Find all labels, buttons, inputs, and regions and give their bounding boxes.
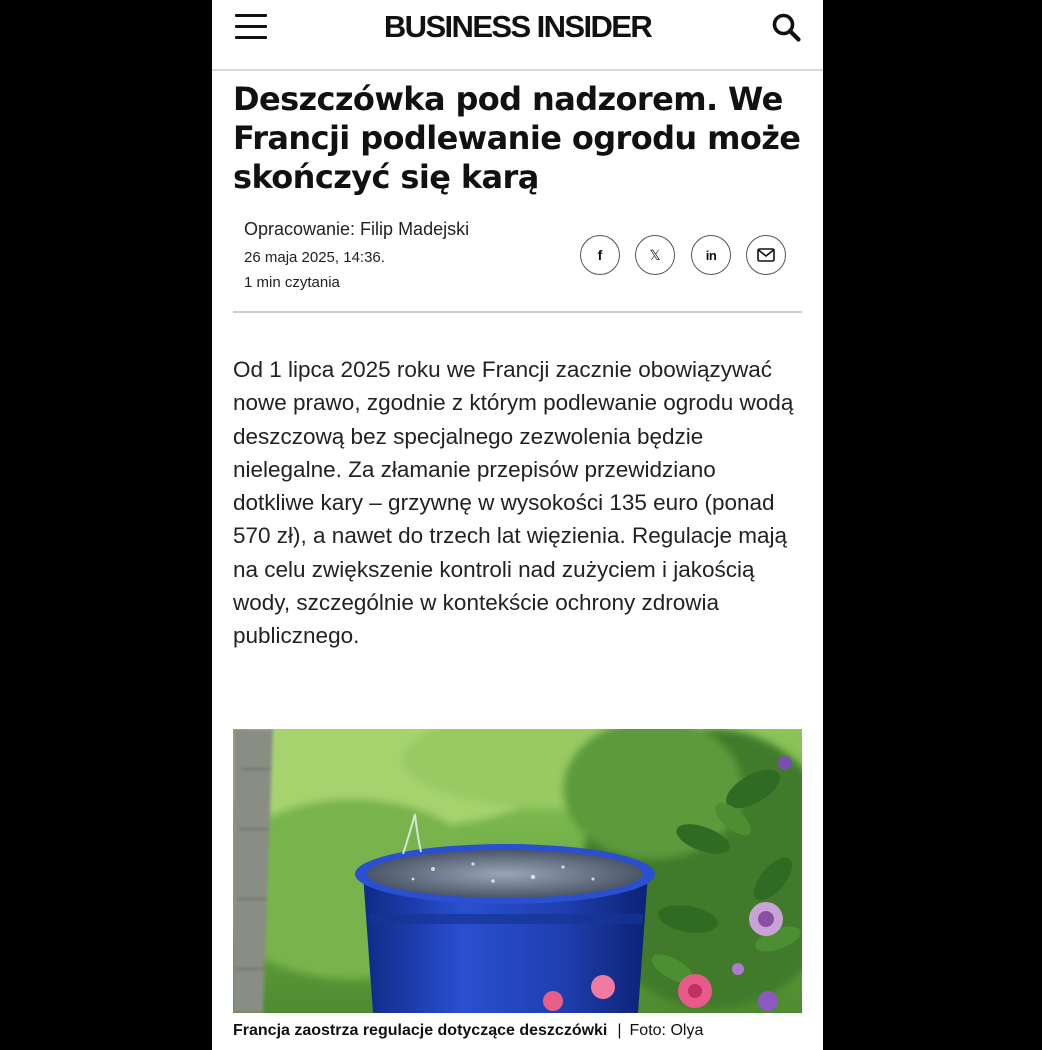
share-linkedin-button[interactable] bbox=[691, 235, 731, 275]
caption-separator: | bbox=[617, 1022, 622, 1039]
article-date: 26 maja 2025, 14:36. bbox=[244, 249, 385, 266]
facebook-icon: f bbox=[597, 247, 603, 263]
article-photo[interactable] bbox=[233, 729, 802, 1013]
linkedin-icon: in bbox=[705, 247, 717, 263]
brand-logo[interactable]: BUSINESS INSIDER bbox=[383, 9, 652, 44]
share-x-button[interactable] bbox=[635, 235, 675, 275]
share-facebook-button[interactable] bbox=[580, 235, 620, 275]
photo-caption bbox=[233, 1022, 813, 1040]
phone-viewport bbox=[212, 0, 823, 1050]
envelope-icon bbox=[757, 248, 775, 262]
share-email-button[interactable] bbox=[746, 235, 786, 275]
article-lead: Od 1 lipca 2025 roku we Francji zacznie obowiązywać nowe prawo, zgodnie z którym podlewanie ogrodu wodą deszczową bez specjalnego zezwolenia będzie nielegalne. Za złamanie przepisów przewidziano dotkliwe kary – grzywnę w wysokości 135 euro (ponad 570 zł), a nawet do trzech lat więzienia. Regulacje mają na celu zwiększenie kontroli nad zużyciem i jakością wody, szczególnie w kontekście ochrony zdrowia publicznego. bbox=[233, 357, 794, 649]
site-header bbox=[212, 0, 823, 71]
article-read-time: 1 min czytania bbox=[244, 274, 340, 291]
article-title: Deszczówka pod nadzorem. We Francji podlewanie ogrodu może skończyć się karą bbox=[233, 80, 801, 196]
article-author: Opracowanie: Filip Madejski bbox=[244, 219, 470, 239]
rain-barrel-photo bbox=[233, 729, 802, 1013]
meta-divider bbox=[233, 311, 802, 313]
search-icon[interactable] bbox=[770, 11, 804, 45]
photo-credit: Foto: Olya bbox=[629, 1022, 704, 1039]
x-icon: 𝕏 bbox=[649, 246, 661, 263]
photo-caption-text: Francja zaostrza regulacje dotyczące deszczówki bbox=[233, 1022, 608, 1039]
